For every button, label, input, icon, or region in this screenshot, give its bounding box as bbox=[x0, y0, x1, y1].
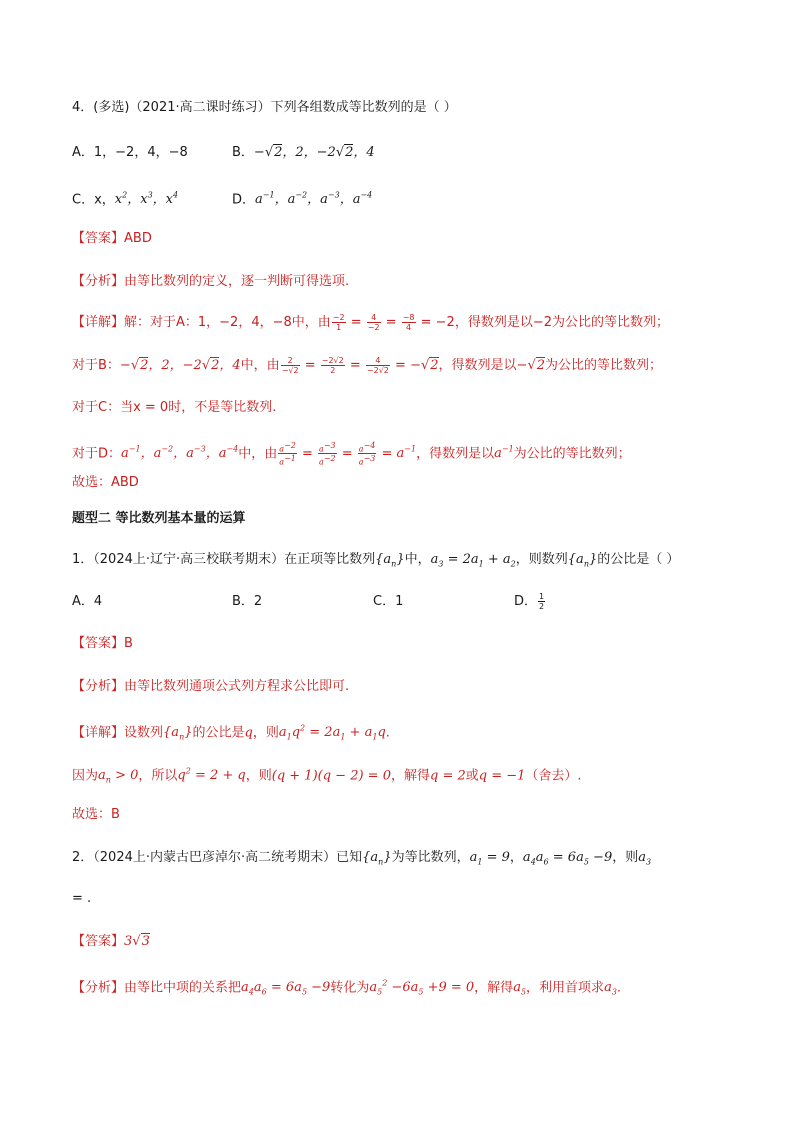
q4-detail-a: 【详解】解：对于A：1，−2，4，−8中，由 $\frac{-2}{1}$ = $\frac{4}{-2}$ = $\frac{-8}{4}$ = −2，得数列是以−2为公比的等比数列； bbox=[72, 313, 669, 332]
q4-answer: 【答案】ABD bbox=[72, 231, 152, 246]
p1-stem: 1．（2024上·辽宁·高三校联考期末）在正项等比数列$\{a_n\}$中，$a_3 = 2a_1 + a_2$，则数列$\{a_n\}$的公比是（ ） bbox=[72, 552, 680, 569]
p1-analysis: 【分析】由等比数列通项公式列方程求公比即可. bbox=[72, 679, 350, 694]
q4-option-c: C．x，$x^2$，$x^3$，$x^4$ bbox=[72, 191, 179, 208]
p2-analysis: 【分析】由等比中项的关系把$a_4a_6 = 6a_5 -9$转化为$a_5^2 -6a_5 +9 = 0$，解得$a_5$，利用首项求$a_3$. bbox=[72, 979, 622, 997]
q4-detail-c: 对于C：当x = 0时，不是等比数列. bbox=[72, 400, 277, 415]
p1-conclusion: 故选：B bbox=[72, 807, 120, 822]
p1-option-a: A．4 bbox=[72, 594, 103, 609]
p1-detail-2: 因为$a_n > 0$，所以$q^2 = 2 + q$，则(q + 1)(q − 2) = 0，解得q = 2或q = −1（舍去）. bbox=[72, 767, 582, 785]
p2-blank-line: = . bbox=[72, 891, 92, 906]
p1-answer: 【答案】B bbox=[72, 636, 133, 651]
p1-option-d: D． $\frac{1}{2}$ bbox=[514, 592, 545, 611]
q4-analysis: 【分析】由等比数列的定义，逐一判断可得选项. bbox=[72, 274, 350, 289]
p1-option-b: B．2 bbox=[232, 594, 263, 609]
q4-stem: 4．(多选)（2021·高二课时练习）下列各组数成等比数列的是（ ） bbox=[72, 100, 457, 115]
q4-option-b: B．−√2，2，−2√2，4 bbox=[232, 145, 375, 160]
q4-conclusion: 故选：ABD bbox=[72, 475, 139, 490]
section-title: 题型二 等比数列基本量的运算 bbox=[72, 511, 246, 526]
p1-detail-1: 【详解】设数列$\{a_n\}$的公比是q，则$a_1q^2 = 2a_1 + a_1q$. bbox=[72, 724, 390, 742]
q4-detail-b: 对于B：−√2，2，−2√2，4中，由 $\frac{2}{-√2}$ = $\frac{-2√2}{2}$ = $\frac{4}{-2√2}$ = −√2，得数列是以−√2为公比的等比数列； bbox=[72, 356, 663, 375]
p2-answer: 【答案】3√3 bbox=[72, 934, 150, 949]
q4-option-d: D．$a^{-1}$，$a^{-2}$，$a^{-3}$，$a^{-4}$ bbox=[232, 191, 373, 208]
p1-option-c: C．1 bbox=[373, 594, 404, 609]
p2-stem: 2．（2024上·内蒙古巴彦淖尔·高二统考期末）已知$\{a_n\}$为等比数列，$a_1 = 9$，$a_4a_6 = 6a_5 -9$，则$a_3$ bbox=[72, 850, 652, 867]
q4-detail-d: 对于D：$a^{-1}$，$a^{-2}$，$a^{-3}$，$a^{-4}$中，由 $\frac{a^{-2}}{a^{-1}}$ = $\frac{a^{-3}}{a^{-2}}$ = $\frac{a^{-4}}{a^{-3}}$ = $a^{-1}$，得数列是以$a^{-1}$为公比的等比数列； bbox=[72, 440, 631, 467]
q4-option-a: A．1，−2，4，−8 bbox=[72, 145, 188, 160]
